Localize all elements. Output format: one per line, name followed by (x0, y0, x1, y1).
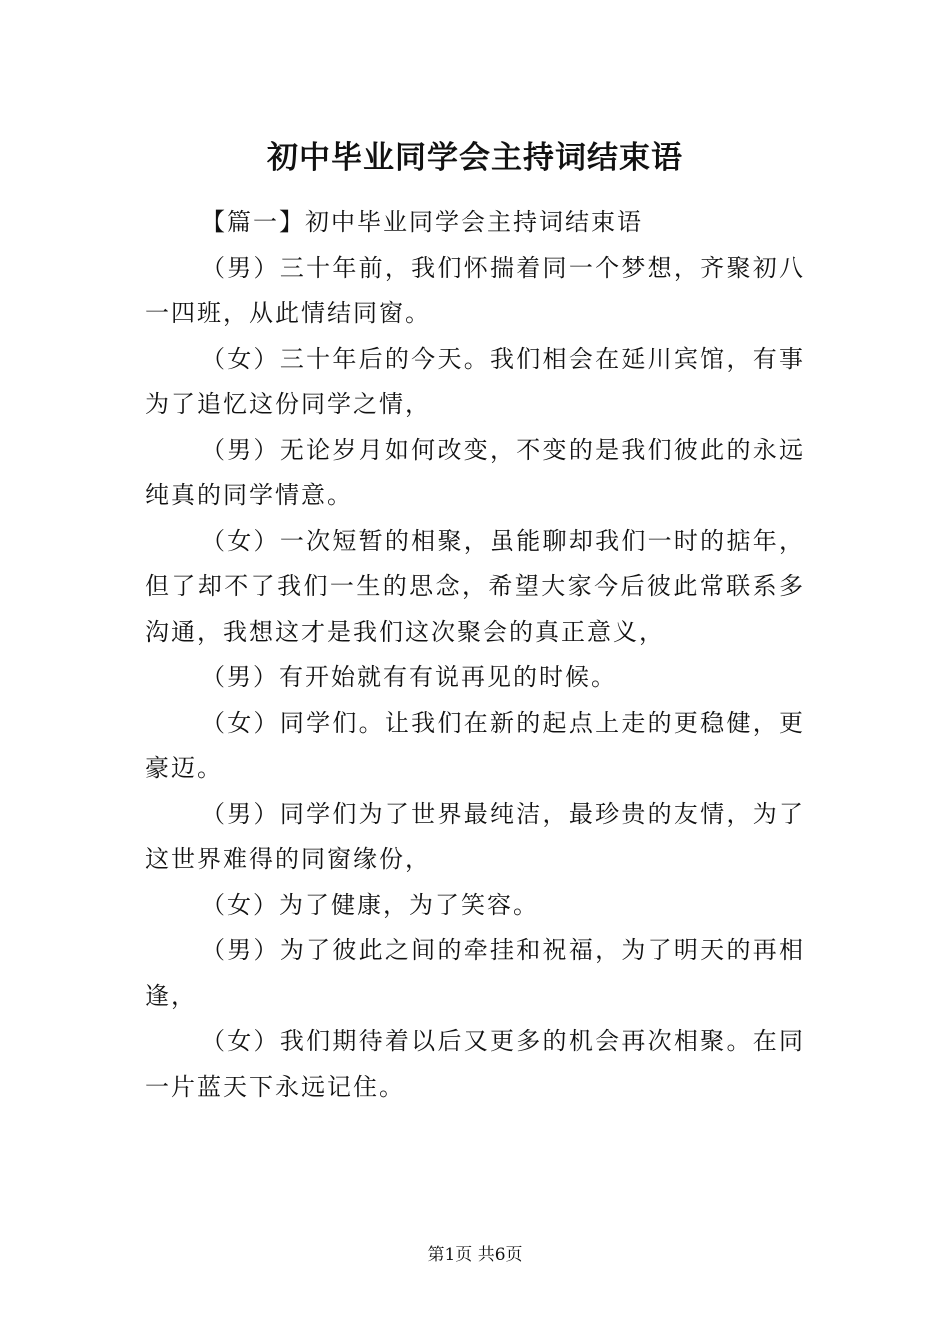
paragraph: （男）无论岁月如何改变，不变的是我们彼此的永远纯真的同学情意。 (145, 435, 805, 509)
paragraph: （女）一次短暂的相聚，虽能聊却我们一时的掂年，但了却不了我们一生的思念，希望大家今后彼此常联系多沟通，我想这才是我们这次聚会的真正意义， (145, 526, 805, 646)
paragraph: （女）我们期待着以后又更多的机会再次相聚。在同一片蓝天下永远记住。 (145, 1027, 805, 1101)
paragraph: （女）为了健康，为了笑容。 (201, 890, 539, 919)
section-heading: 【篇一】初中毕业同学会主持词结束语 (201, 208, 643, 236)
paragraph: （女）三十年后的今天。我们相会在延川宾馆，有事为了追忆这份同学之情， (145, 344, 805, 418)
document-title: 初中毕业同学会主持词结束语 (267, 140, 683, 176)
page-footer: 第1页 共6页 (427, 1245, 523, 1265)
paragraph: （女）同学们。让我们在新的起点上走的更稳健，更豪迈。 (145, 708, 805, 782)
paragraph: （男）有开始就有有说再见的时候。 (201, 663, 617, 691)
paragraph: （男）三十年前，我们怀揣着同一个梦想，齐聚初八一四班，从此情结同窗。 (145, 253, 805, 327)
document-body (145, 200, 805, 1110)
paragraph: （男）为了彼此之间的牵挂和祝福，为了明天的再相逢， (145, 936, 805, 1010)
paragraph: （男）同学们为了世界最纯洁，最珍贵的友情，为了这世界难得的同窗缘份， (145, 799, 805, 873)
